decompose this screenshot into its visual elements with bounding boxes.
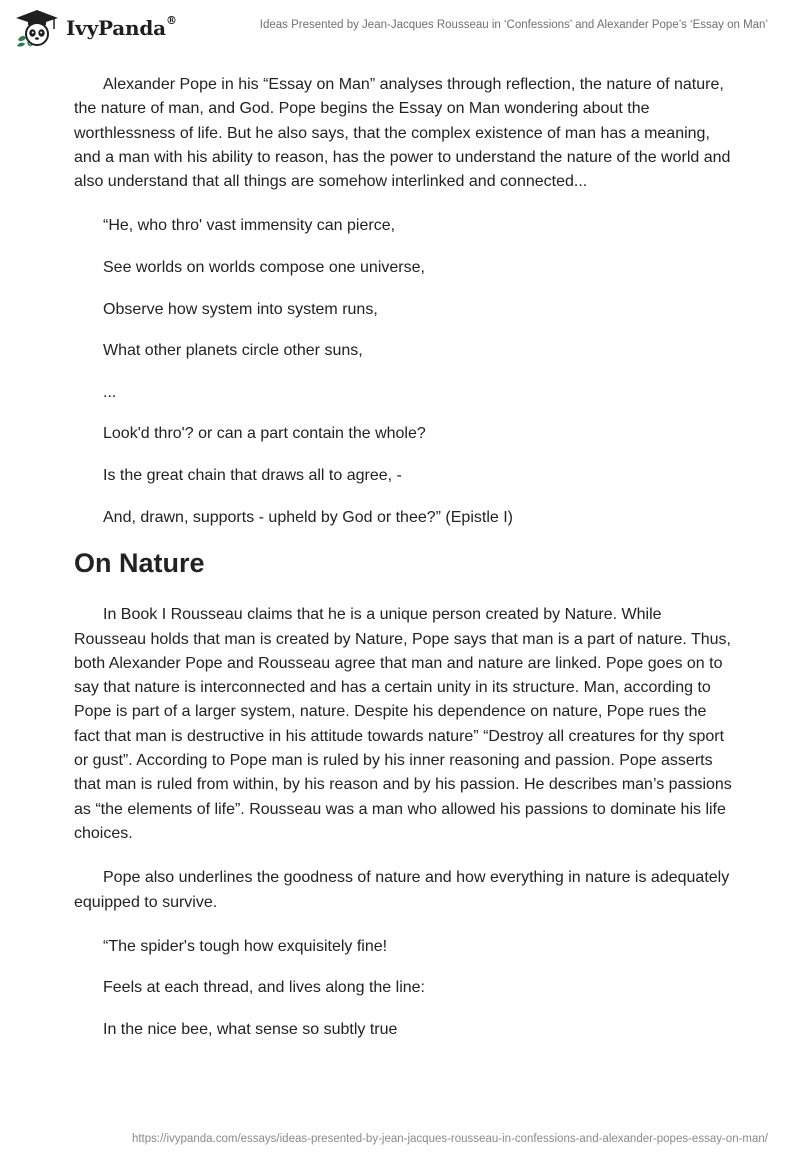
verse-line: Is the great chain that draws all to agree, - (103, 467, 402, 485)
intro-paragraph: Alexander Pope in his “Essay on Man” analyses through reflection, the nature of nature, the nature of man, and God. Pope begins the Essay on Man wondering about the worthlessness of life. But he also says, that the complex existence of man has a meaning, and a man with his ability to reason, has the power to understand the nature of the world and also understand that all things are somehow interlinked and connected... (74, 76, 731, 191)
verse-line: In the nice bee, what sense so subtly true (103, 1020, 398, 1038)
quote-block-1 (74, 214, 734, 529)
verse-line: See worlds on worlds compose one universe, (103, 259, 425, 277)
verse-line: “He, who thro' vast immensity can pierce, (103, 217, 396, 235)
brand-text: IvyPanda (66, 16, 166, 40)
verse-line: What other planets circle other suns, (103, 342, 363, 360)
verse-line: Observe how system into system runs, (103, 300, 378, 318)
brand-name (66, 16, 177, 40)
registered-mark: ® (165, 14, 177, 27)
verse-line: Look'd thro'? or can a part contain the whole? (103, 425, 426, 443)
nature-paragraph-2: Pope also underlines the goodness of nature and how everything in nature is adequately equipped to survive. (74, 869, 730, 911)
section-heading: On Nature (74, 548, 205, 579)
nature-paragraph-1: In Book I Rousseau claims that he is a unique person created by Nature. While Rousseau holds that man is created by Nature, Pope says that man is a part of nature. Thus, both Alexander Pope and Rousseau agree that man and nature are linked. Pope goes on to say that nature is interconnected and has a certain unity in its structure. Man, according to Pope is part of a larger system, nature. Despite his dependence on nature, Pope rues the fact that man is destructive in his attitude towards nature” “Destroy all creatures for thy sport or gust”. According to Pope man is ruled by his inner reasoning and passion. Pope asserts that man is ruled from within, by his reason and by his passion. He describes man’s passions as “the elements of life”. Rousseau was a man who allowed his passions to dominate his life choices. (74, 606, 732, 842)
verse-line: Feels at each thread, and lives along the line: (103, 979, 425, 997)
quote-block-2 (74, 935, 734, 1042)
page-header (0, 0, 800, 56)
ivypanda-logo[interactable] (14, 9, 177, 47)
verse-line: “The spider's tough how exquisitely fine! (103, 937, 388, 955)
verse-line: ... (103, 383, 117, 401)
panda-mascot-icon (14, 9, 60, 47)
verse-line: And, drawn, supports - upheld by God or thee?” (Epistle I) (103, 508, 513, 526)
document-title: Ideas Presented by Jean-Jacques Rousseau in ‘Confessions’ and Alexander Pope’s ‘Essay on Man’ (259, 19, 768, 31)
essay-content (74, 73, 734, 1060)
source-url[interactable]: https://ivypanda.com/essays/ideas-presented-by-jean-jacques-rousseau-in-confessions-and-alexander-popes-essay-on-man/ (131, 1133, 768, 1145)
